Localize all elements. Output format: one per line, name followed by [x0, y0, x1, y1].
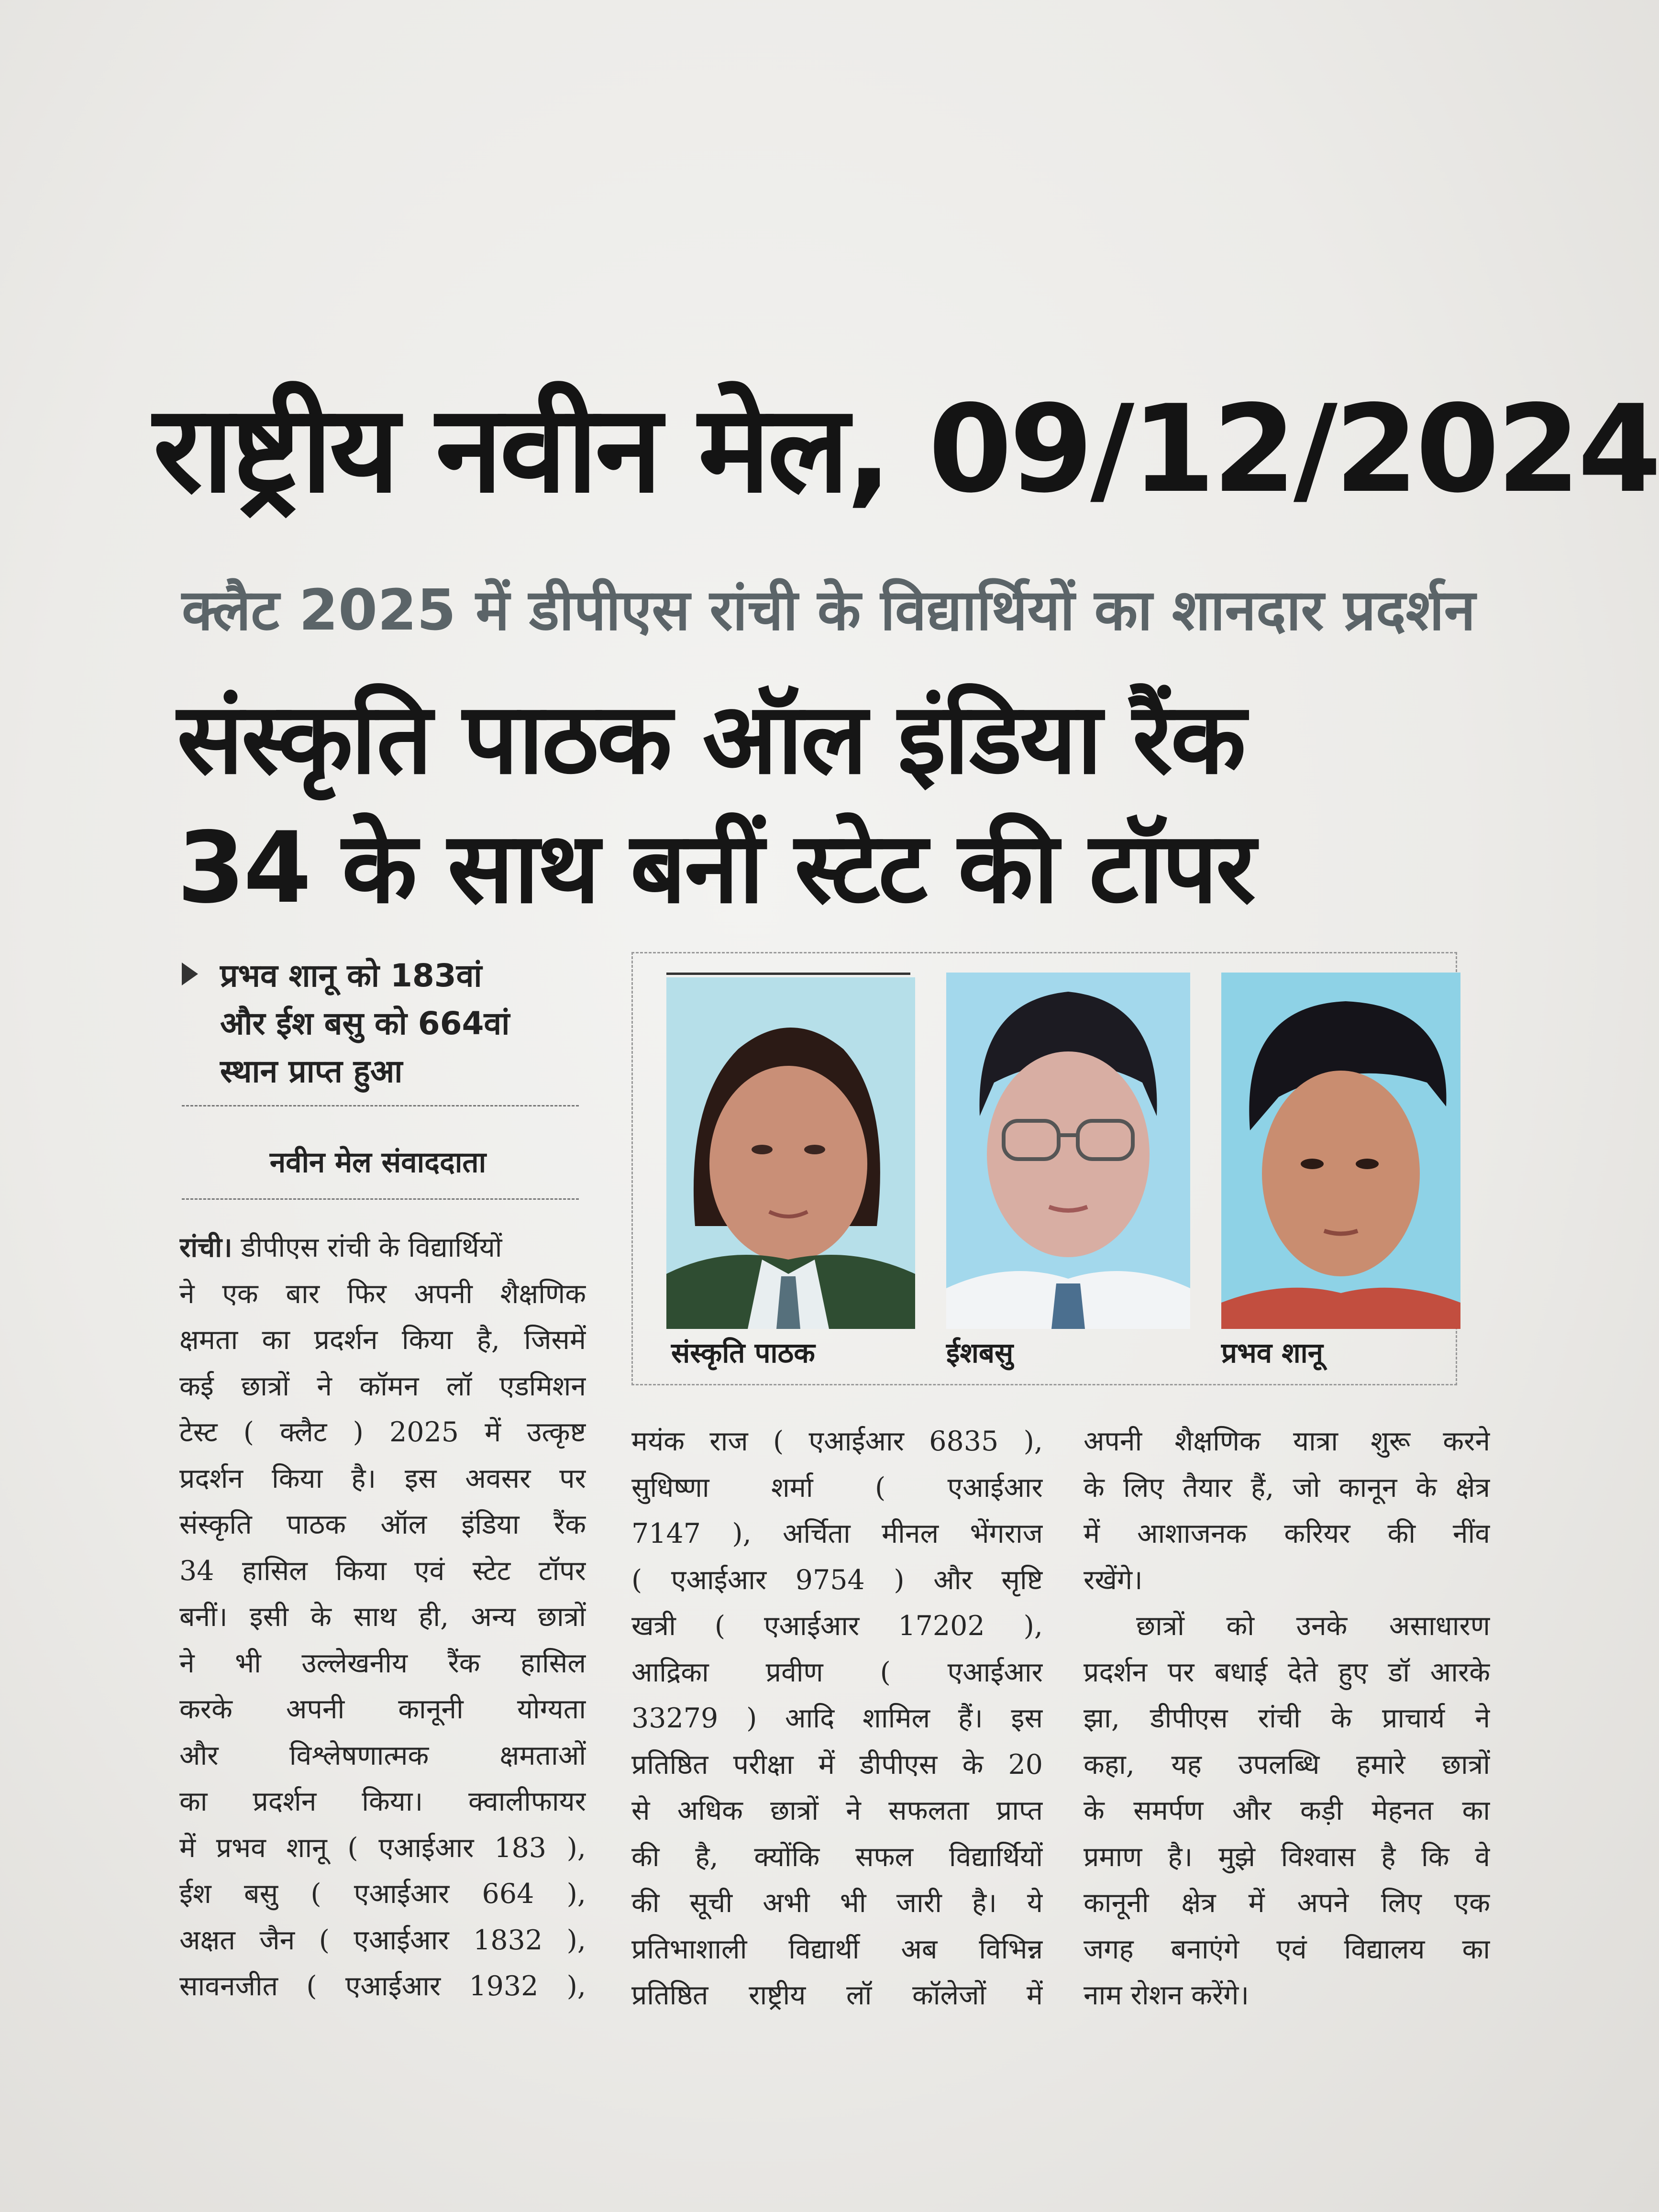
text-line: के लिए तैयार हैं, जो कानून के क्षेत्र	[1084, 1471, 1490, 1504]
photo-caption: प्रभव शानू	[1221, 1337, 1323, 1369]
highlight-line: स्थान प्राप्त हुआ	[220, 1053, 403, 1090]
text-line: टेस्ट ( क्लैट ) 2025 में उत्कृष्ट	[179, 1416, 586, 1448]
text-line: बनीं। इसी के साथ ही, अन्य छात्रों	[179, 1601, 586, 1633]
photo-caption: ईशबसु	[946, 1337, 1014, 1369]
text-line: छात्रों को उनके असाधारण	[1136, 1610, 1490, 1642]
text-line: अपनी शैक्षणिक यात्रा शुरू करने	[1084, 1426, 1490, 1457]
highlight-line: प्रभव शानू को 183वां	[220, 957, 482, 994]
text-line: प्रदर्शन पर बधाई देते हुए डॉ आरके	[1084, 1656, 1490, 1688]
article-column-1	[179, 1225, 586, 2010]
text-line: की सूची अभी भी जारी है। ये	[631, 1887, 1043, 1919]
text-line: 7147 ), अर्चिता मीनल भेंगराज	[631, 1518, 1043, 1549]
text-line: कानूनी क्षेत्र में अपने लिए एक	[1084, 1887, 1490, 1919]
text-line: खत्री ( एआईआर 17202 ),	[631, 1610, 1043, 1642]
text-line: 33279 ) आदि शामिल हैं। इस	[631, 1703, 1043, 1734]
photo-prabhav-shanu	[1221, 973, 1460, 1329]
text-line: कहा, यह उपलब्धि हमारे छात्रों	[1084, 1748, 1490, 1781]
text-line: ईश बसु ( एआईआर 664 ),	[179, 1878, 586, 1910]
text-line: मयंक राज ( एआईआर 6835 ),	[631, 1426, 1043, 1457]
text-line: संस्कृति पाठक ऑल इंडिया रैंक	[179, 1509, 586, 1540]
text-line: प्रदर्शन किया है। इस अवसर पर	[179, 1462, 586, 1494]
text-line: प्रतिभाशाली विद्यार्थी अब विभिन्न	[631, 1933, 1043, 1965]
text-line: की है, क्योंकि सफल विद्यार्थियों	[631, 1841, 1043, 1873]
highlights-box	[182, 952, 574, 1095]
text-line: कई छात्रों ने कॉमन लॉ एडमिशन	[179, 1370, 586, 1402]
text-line: के समर्पण और कड़ी मेहनत का	[1084, 1795, 1490, 1826]
text-line: और विश्लेषणात्मक क्षमताओं	[179, 1739, 586, 1771]
article-column-2	[631, 1418, 1043, 2019]
newspaper-name-and-date: राष्ट्रीय नवीन मेल, 09/12/2024	[153, 379, 1659, 520]
headline	[177, 675, 1507, 933]
text-line: ने भी उल्लेखनीय रैंक हासिल	[179, 1647, 586, 1679]
text-line: ने एक बार फिर अपनी शैक्षणिक	[179, 1278, 586, 1310]
text-line: 34 हासिल किया एवं स्टेट टॉपर	[179, 1555, 586, 1587]
divider	[182, 1105, 579, 1106]
photo-caption: संस्कृति पाठक	[671, 1337, 815, 1369]
text-line	[179, 1225, 586, 1271]
arrow-bullet-icon	[182, 962, 198, 985]
text-line: में आशाजनक करियर की नींव	[1084, 1518, 1490, 1549]
text-line: सुधिष्णा शर्मा ( एआईआर	[631, 1471, 1043, 1504]
text-line: करके अपनी कानूनी योग्यता	[179, 1693, 586, 1725]
text-line: झा, डीपीएस रांची के प्राचार्य ने	[1084, 1703, 1490, 1734]
text-line: प्रतिष्ठित राष्ट्रीय लॉ कॉलेजों में	[631, 1980, 1043, 2011]
photo-panel	[631, 952, 1457, 1385]
kicker-subheading: क्लैट 2025 में डीपीएस रांची के विद्यार्थियों का शानदार प्रदर्शन	[182, 577, 1476, 643]
panel-top-rule	[666, 973, 910, 975]
portrait-image	[666, 977, 915, 1329]
article-column-3	[1084, 1418, 1490, 2019]
portrait-image	[946, 973, 1190, 1329]
text-line: ( एआईआर 9754 ) और सृष्टि	[631, 1564, 1043, 1596]
text-line: अक्षत जैन ( एआईआर 1832 ),	[179, 1924, 586, 1956]
byline: नवीन मेल संवाददाता	[269, 1146, 487, 1179]
divider	[182, 1198, 579, 1200]
text-line: जगह बनाएंगे एवं विद्यालय का	[1084, 1933, 1490, 1965]
highlight-line: और ईश बसु को 664वां	[220, 1005, 510, 1042]
photo-sanskriti-pathak	[666, 977, 915, 1329]
portrait-image	[1221, 973, 1460, 1329]
text-line: का प्रदर्शन किया। क्वालीफायर	[179, 1786, 586, 1817]
text-line: क्षमता का प्रदर्शन किया है, जिसमें	[179, 1324, 586, 1356]
dateline: रांची।	[179, 1232, 232, 1263]
text-line: सावनजीत ( एआईआर 1932 ),	[179, 1970, 586, 2002]
text-line: नाम रोशन करेंगे।	[1084, 1980, 1249, 2011]
text-fragment: डीपीएस रांची के विद्यार्थियों	[232, 1232, 502, 1263]
text-line: प्रमाण है। मुझे विश्वास है कि वे	[1084, 1841, 1490, 1873]
text-line: रखेंगे।	[1084, 1564, 1143, 1596]
text-line: में प्रभव शानू ( एआईआर 183 ),	[179, 1832, 586, 1864]
headline-line-1: संस्कृति पाठक ऑल इंडिया रैंक	[177, 682, 1244, 796]
headline-line-2: 34 के साथ बनीं स्टेट की टॉपर	[177, 811, 1254, 925]
text-line: से अधिक छात्रों ने सफलता प्राप्त	[631, 1795, 1043, 1826]
text-line: प्रतिष्ठित परीक्षा में डीपीएस के 20	[631, 1748, 1043, 1781]
photo-ish-basu	[946, 973, 1190, 1329]
text-line: आद्रिका प्रवीण ( एआईआर	[631, 1656, 1043, 1688]
